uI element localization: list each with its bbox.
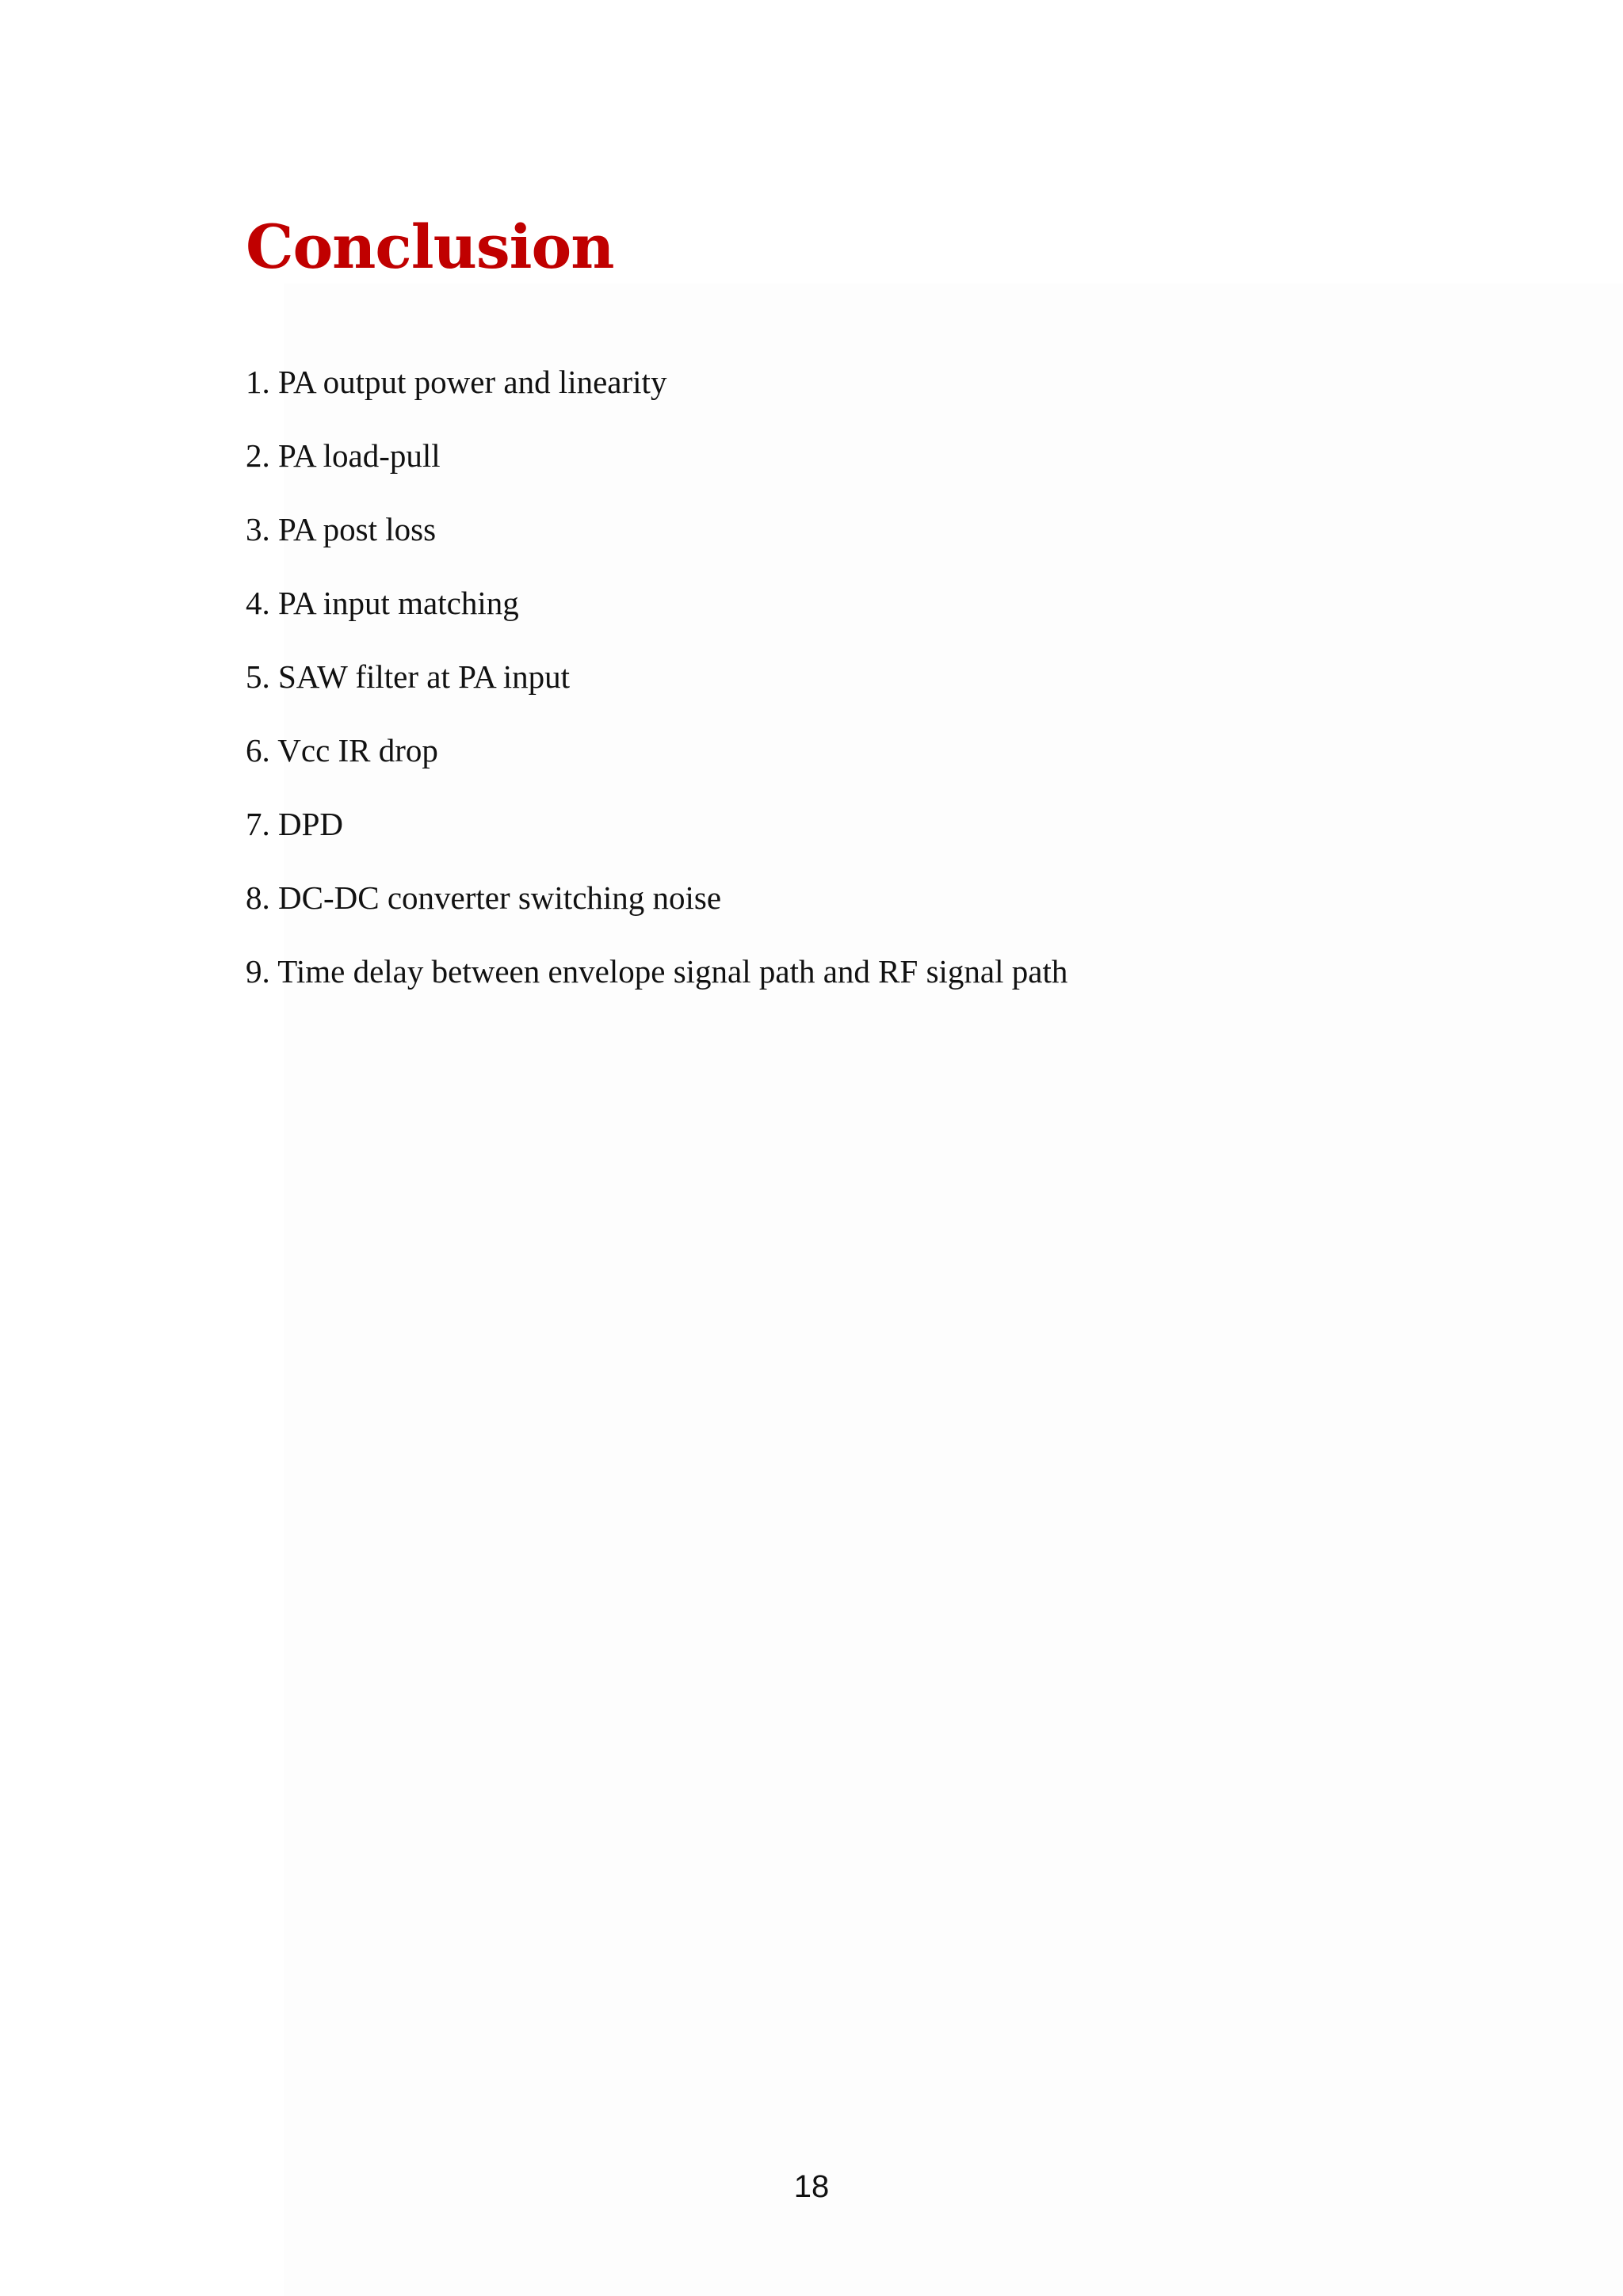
list-item: 7. DPD <box>246 806 344 842</box>
list-item: 4. PA input matching <box>246 585 519 621</box>
list-item: 5. SAW filter at PA input <box>246 658 571 695</box>
list-item: 2. PA load-pull <box>246 437 441 474</box>
page-number: 18 <box>793 2169 830 2204</box>
conclusion-list <box>246 357 1514 1020</box>
list-item: 3. PA post loss <box>246 511 437 547</box>
list-item: 9. Time delay between envelope signal path and RF signal path <box>246 953 1068 990</box>
page-title: Conclusion <box>246 212 614 282</box>
list-item: 8. DC-DC converter switching noise <box>246 879 722 916</box>
list-item: 1. PA output power and linearity <box>246 364 667 400</box>
list-item: 6. Vcc IR drop <box>246 732 438 769</box>
